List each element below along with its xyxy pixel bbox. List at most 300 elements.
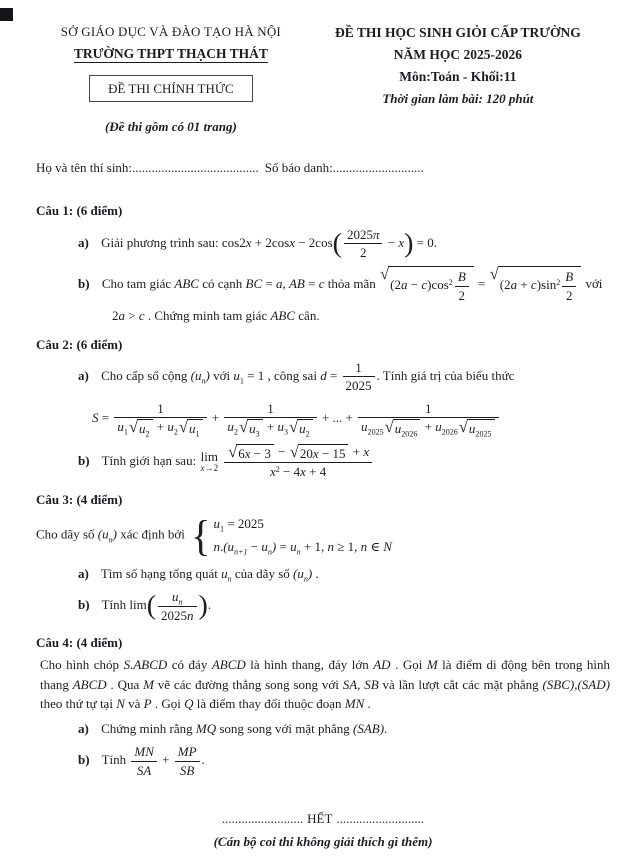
math-text: (: [190, 367, 195, 383]
subscript: 1: [239, 376, 244, 386]
math-text: u: [290, 538, 297, 554]
item-label-4a: a): [78, 720, 89, 736]
fraction: [224, 444, 372, 480]
big-paren: ): [404, 227, 414, 259]
math-text: u: [194, 367, 202, 383]
radical-sign: √: [289, 442, 299, 462]
math-text: = 1 , công sai: [243, 367, 321, 383]
question-4b-statement: [101, 744, 205, 778]
radical-sign: √: [384, 417, 394, 437]
denominator: [455, 287, 469, 303]
item-label-3b: b): [78, 597, 90, 613]
limit-label: lim: [200, 449, 218, 465]
math-text: − 2cos: [294, 234, 333, 250]
math-text: B: [457, 269, 466, 285]
math-text: = 2025: [223, 516, 264, 532]
math-text: theo thứ tự tại: [40, 696, 117, 712]
radical-sign: √: [458, 417, 468, 437]
item-label-1b: b): [78, 276, 90, 292]
math-text: (SBC),(SAD): [542, 676, 610, 692]
header-left: [36, 22, 306, 137]
math-text: Tính lim: [101, 597, 147, 613]
math-text: (: [97, 526, 103, 542]
math-text: 6: [238, 446, 245, 462]
math-text: x: [289, 234, 295, 250]
fraction: [344, 227, 383, 261]
math-text: ABC: [174, 276, 199, 292]
school-name-text: TRƯỜNG THPT THẠCH THÁT: [73, 45, 268, 61]
question-1a: [36, 226, 610, 262]
cases-rows: [213, 513, 391, 559]
square-root: [238, 417, 263, 440]
math-text: +: [349, 443, 364, 459]
subscript: n: [296, 547, 301, 557]
math-text: =: [304, 276, 319, 292]
math-text: MP: [177, 744, 197, 760]
math-text: M: [426, 657, 438, 673]
numerator: [224, 401, 316, 418]
math-text: u: [468, 421, 476, 437]
cases-row: [213, 536, 391, 559]
math-text: =: [98, 409, 113, 425]
radicand: [498, 266, 581, 304]
denominator: [224, 463, 372, 479]
math-text: S: [92, 409, 99, 425]
big-paren: (: [146, 590, 157, 622]
denominator: [175, 762, 200, 778]
math-text: thỏa mãn: [324, 276, 380, 292]
question-4b: [36, 743, 610, 779]
math-text: +: [421, 419, 436, 435]
math-text: 1: [157, 400, 164, 416]
item-label-3a: a): [78, 565, 89, 581]
math-text: (2: [390, 277, 401, 293]
subscript: 2: [145, 430, 150, 440]
subscript: 2026: [401, 430, 418, 440]
math-text: +: [517, 277, 531, 293]
math-text: u: [189, 421, 196, 437]
math-text: − 15: [318, 446, 346, 462]
math-text: ≥ 1,: [333, 538, 361, 554]
item-label-1a: a): [78, 234, 89, 250]
math-text: (: [293, 565, 298, 581]
fraction: [175, 744, 200, 778]
math-text: Q: [184, 696, 194, 712]
radicand: [467, 419, 495, 440]
math-text: + 1,: [300, 538, 328, 554]
math-text: 2: [458, 287, 466, 303]
math-text: . Chứng minh tam giác: [144, 308, 271, 324]
radical-sign: √: [228, 442, 238, 462]
math-text: + 2cos: [251, 234, 290, 250]
header-right: [306, 22, 610, 109]
square-root: [288, 417, 313, 440]
subscript: 1: [219, 524, 224, 534]
end-dots-right: ...........................: [336, 811, 425, 827]
subscript: 1: [123, 427, 128, 437]
question-4: [36, 633, 610, 779]
math-text: và: [124, 696, 144, 712]
question-3: [36, 490, 610, 624]
square-root: [380, 266, 474, 304]
math-text: .: [219, 538, 224, 554]
math-text: u: [297, 565, 304, 581]
math-text: (: [223, 538, 228, 554]
radicand: [236, 444, 274, 461]
denominator: [224, 417, 316, 440]
math-text: (2: [499, 277, 511, 293]
math-text: Cho cấp số cộng: [101, 367, 191, 383]
math-text: .: [207, 597, 212, 613]
radicand: [247, 419, 263, 440]
math-text: 2: [565, 287, 573, 303]
math-text: u: [394, 421, 402, 437]
denominator: [358, 417, 498, 440]
math-text: →2: [204, 463, 219, 474]
radicand: [187, 419, 203, 440]
math-text: 20: [299, 446, 313, 462]
math-text: ): [112, 526, 117, 542]
big-paren: (: [332, 227, 342, 259]
math-text: .: [201, 752, 205, 768]
math-text: với: [582, 276, 603, 292]
math-text: + ... +: [318, 409, 357, 425]
square-root: [290, 444, 349, 461]
math-text: ,: [282, 276, 289, 292]
math-text: ): [271, 538, 277, 554]
math-text: N: [383, 538, 392, 554]
end-dots-left: .........................: [221, 811, 304, 827]
subscript: 2: [173, 427, 178, 437]
end-label: HẾT: [307, 811, 333, 827]
numerator: [343, 360, 375, 377]
fraction: [455, 269, 469, 303]
math-text: với: [209, 367, 234, 383]
fraction: [343, 360, 375, 394]
math-text: −: [247, 538, 262, 554]
math-text: .: [364, 696, 371, 712]
math-text: Cho tam giác: [101, 276, 175, 292]
numerator: [562, 269, 576, 286]
subscript: 2: [305, 430, 310, 440]
math-text: cos2: [221, 234, 246, 250]
math-text: ABCD: [211, 657, 246, 673]
subscript: n: [303, 574, 308, 584]
math-text: u: [172, 589, 179, 605]
math-text: c: [138, 308, 145, 324]
item-label-2a: a): [78, 367, 89, 383]
math-text: u: [261, 538, 268, 554]
radicand: [388, 266, 474, 304]
math-text: 2: [359, 245, 367, 261]
square-root: [128, 417, 153, 440]
subscript: n: [178, 597, 183, 607]
math-text: AD: [373, 657, 391, 673]
question-3a: [36, 564, 610, 584]
numerator: [455, 269, 469, 286]
cases-system: [191, 510, 392, 560]
math-text: a: [510, 277, 518, 293]
exam-footer: [36, 809, 610, 851]
candidate-id-dots: ............................: [332, 159, 424, 175]
math-text: u: [227, 419, 234, 435]
radicand: [297, 419, 313, 440]
math-text: 1: [425, 400, 432, 416]
radical-sign: √: [128, 417, 138, 437]
numerator: [358, 401, 498, 418]
denominator: [344, 244, 383, 260]
limit-under: [200, 464, 218, 473]
math-text: x: [269, 464, 276, 480]
numerator: [344, 227, 383, 244]
math-text: Chứng minh rằng: [101, 720, 196, 736]
math-text: c: [318, 276, 325, 292]
math-text: −: [274, 443, 289, 459]
math-text: .: [312, 565, 319, 581]
denominator: [131, 762, 157, 778]
math-text: x: [245, 234, 252, 250]
math-text: Cho dãy số: [36, 526, 98, 542]
math-text: AB: [288, 276, 305, 292]
math-text: . Gọi: [151, 696, 185, 712]
math-text: u: [435, 419, 442, 435]
math-text: u: [117, 419, 124, 435]
subscript: 3: [283, 427, 288, 437]
math-text: SA: [136, 762, 152, 778]
math-text: ∈: [367, 538, 384, 554]
big-paren: ): [198, 590, 208, 622]
subscript: n+1: [234, 547, 248, 557]
question-1b-statement: [101, 264, 603, 303]
question-1-title: Câu 1: (6 điểm): [36, 203, 123, 219]
school-year: NĂM HỌC 2025-2026: [393, 46, 522, 62]
math-text: là hình thang, đáy lớn: [245, 657, 374, 673]
math-text: u: [299, 421, 306, 437]
scan-artifact: [0, 8, 13, 21]
math-text: n: [360, 538, 368, 554]
math-text: n: [213, 538, 220, 554]
left-brace: {: [191, 510, 211, 560]
question-3-statement: [36, 510, 610, 560]
question-4a: [36, 719, 610, 739]
square-root: [178, 417, 203, 440]
question-3b: [36, 588, 610, 624]
math-text: +: [158, 752, 173, 768]
math-text: ): [307, 565, 313, 581]
math-text: +: [208, 409, 223, 425]
square-root: [490, 266, 582, 304]
math-text: N: [116, 696, 125, 712]
math-text: 2025: [161, 607, 188, 623]
math-text: π: [372, 226, 380, 242]
math-text: = 0.: [413, 234, 437, 250]
question-2b-intro: Tính giới hạn sau:: [101, 452, 197, 468]
denominator: [343, 377, 375, 393]
math-text: a: [118, 308, 125, 324]
math-text: )sin: [536, 277, 557, 293]
square-root: [458, 417, 495, 440]
math-text: là điểm di động bên trong hình thang: [40, 657, 611, 692]
question-1a-intro: Giải phương trình sau:: [101, 234, 219, 250]
school-name: [36, 44, 306, 64]
question-4a-statement: [101, 721, 387, 736]
math-text: 1: [355, 360, 362, 376]
math-text: d: [320, 367, 327, 383]
fraction: [224, 400, 316, 440]
math-text: +: [263, 419, 278, 435]
subscript: n: [201, 376, 206, 386]
subscript: 2025: [367, 427, 384, 437]
denominator: [158, 607, 197, 623]
question-3-title: Câu 3: (4 điểm): [36, 491, 123, 507]
math-text: u: [233, 367, 240, 383]
subscript: 2: [233, 427, 238, 437]
exam-duration: Thời gian làm bài: 120 phút: [382, 90, 534, 106]
math-text: ): [205, 367, 210, 383]
math-text: MN: [134, 744, 154, 760]
math-text: n: [327, 538, 334, 554]
official-box-wrap: [36, 64, 306, 103]
math-text: u: [361, 419, 368, 435]
question-2a-sum-formula: [36, 400, 610, 438]
radical-sign: √: [380, 264, 390, 284]
subscript: 3: [255, 430, 260, 440]
math-text: . Gọi: [390, 657, 427, 673]
superscript: 2: [556, 278, 561, 288]
math-text: 2: [112, 308, 119, 324]
math-text: c: [530, 277, 537, 293]
math-text: =: [262, 276, 276, 292]
math-text: M: [143, 676, 154, 692]
candidate-info-line: [36, 158, 610, 178]
numerator: [224, 444, 372, 464]
radicand: [393, 419, 421, 440]
math-text: n: [187, 607, 194, 623]
math-text: − 4: [279, 464, 301, 480]
official-exam-box: ĐỀ THI CHÍNH THỨC: [89, 75, 253, 103]
fraction: [358, 400, 498, 440]
candidate-name-label: Họ và tên thí sinh:: [36, 159, 133, 175]
math-text: xác định bởi: [116, 526, 189, 542]
limit: [200, 450, 218, 473]
math-text: x: [200, 463, 205, 474]
math-text: −: [407, 277, 422, 293]
square-root: [228, 444, 274, 461]
question-3a-statement: [100, 565, 319, 584]
math-text: .: [384, 720, 388, 736]
question-1: [36, 201, 610, 325]
math-text: =: [474, 276, 489, 292]
math-text: . Tính giá trị của biểu thức: [376, 367, 515, 383]
math-text: 1: [267, 400, 274, 416]
math-text: và lần lượt cắt các mặt phẳng: [378, 676, 543, 692]
fraction: [158, 589, 197, 623]
fraction: [562, 269, 576, 303]
question-1b: [36, 266, 610, 304]
numerator: [158, 589, 197, 606]
radical-sign: √: [238, 417, 249, 437]
math-text: − 3: [250, 446, 271, 462]
subject-grade: Môn:Toán - Khối:11: [399, 68, 517, 84]
subscript: n: [267, 547, 272, 557]
math-text: u: [167, 419, 174, 435]
question-1a-equation: [221, 226, 437, 261]
math-text: SA, SB: [342, 676, 379, 692]
page-count-note: (Đề thi gồm có 01 trang): [104, 119, 237, 135]
question-2b: [36, 443, 610, 481]
numerator: [175, 744, 200, 761]
question-1b-continued: [36, 306, 610, 326]
math-text: +: [153, 419, 168, 435]
math-text: u: [221, 565, 228, 581]
subscript: n: [108, 535, 113, 545]
math-text: ABC: [270, 308, 296, 324]
math-text: BC: [245, 276, 263, 292]
subscript: n: [227, 574, 232, 584]
department-name: SỞ GIÁO DỤC VÀ ĐÀO TẠO HÀ NỘI: [60, 24, 281, 39]
math-text: x: [363, 443, 370, 459]
question-2-title: Câu 2: (6 điểm): [36, 336, 123, 352]
fraction: [131, 744, 157, 778]
radicand: [298, 444, 349, 461]
square-root: [384, 417, 421, 440]
item-label-4b: b): [78, 752, 90, 768]
math-text: MQ: [195, 720, 217, 736]
subscript: 2026: [441, 427, 458, 437]
math-text: Cho hình chóp: [40, 657, 124, 673]
math-text: x: [244, 446, 251, 462]
math-text: có đáy: [167, 657, 212, 673]
denominator: [114, 417, 206, 440]
question-4-statement: [36, 655, 610, 714]
radicand: [137, 419, 153, 440]
math-text: của dãy số: [231, 565, 294, 581]
radical-sign: √: [178, 417, 189, 437]
math-text: cân.: [295, 308, 320, 324]
math-text: 2025: [345, 378, 372, 394]
question-4-title: Câu 4: (4 điểm): [36, 634, 123, 650]
end-line: [36, 809, 610, 829]
candidate-name-dots: .......................................: [132, 159, 259, 175]
math-text: B: [565, 269, 574, 285]
math-text: u: [227, 538, 235, 554]
cases-row: [213, 513, 391, 536]
math-text: >: [125, 308, 139, 324]
math-text: x: [398, 234, 405, 250]
question-3b-statement: [101, 589, 212, 623]
math-text: SB: [179, 762, 195, 778]
subscript: 2025: [475, 430, 492, 440]
math-text: là điểm thay đổi thuộc đoạn: [193, 696, 345, 712]
math-text: S.ABCD: [123, 657, 168, 673]
denominator: [562, 287, 576, 303]
math-text: MN: [344, 696, 365, 712]
math-text: −: [384, 234, 399, 250]
proctor-note: (Cán bộ coi thi không giải thích gì thêm): [213, 833, 433, 849]
radical-sign: √: [288, 417, 299, 437]
math-text: =: [326, 367, 341, 383]
math-text: có cạnh: [198, 276, 246, 292]
math-text: u: [277, 419, 284, 435]
math-text: )cos: [427, 277, 449, 293]
exam-header: [36, 22, 610, 137]
item-label-2b: b): [78, 452, 90, 468]
question-2a-statement: [101, 360, 515, 394]
math-text: Tìm số hạng tổng quát: [100, 565, 222, 581]
radical-sign: √: [489, 264, 499, 284]
math-text: c: [421, 277, 428, 293]
math-text: ABCD: [72, 676, 107, 692]
